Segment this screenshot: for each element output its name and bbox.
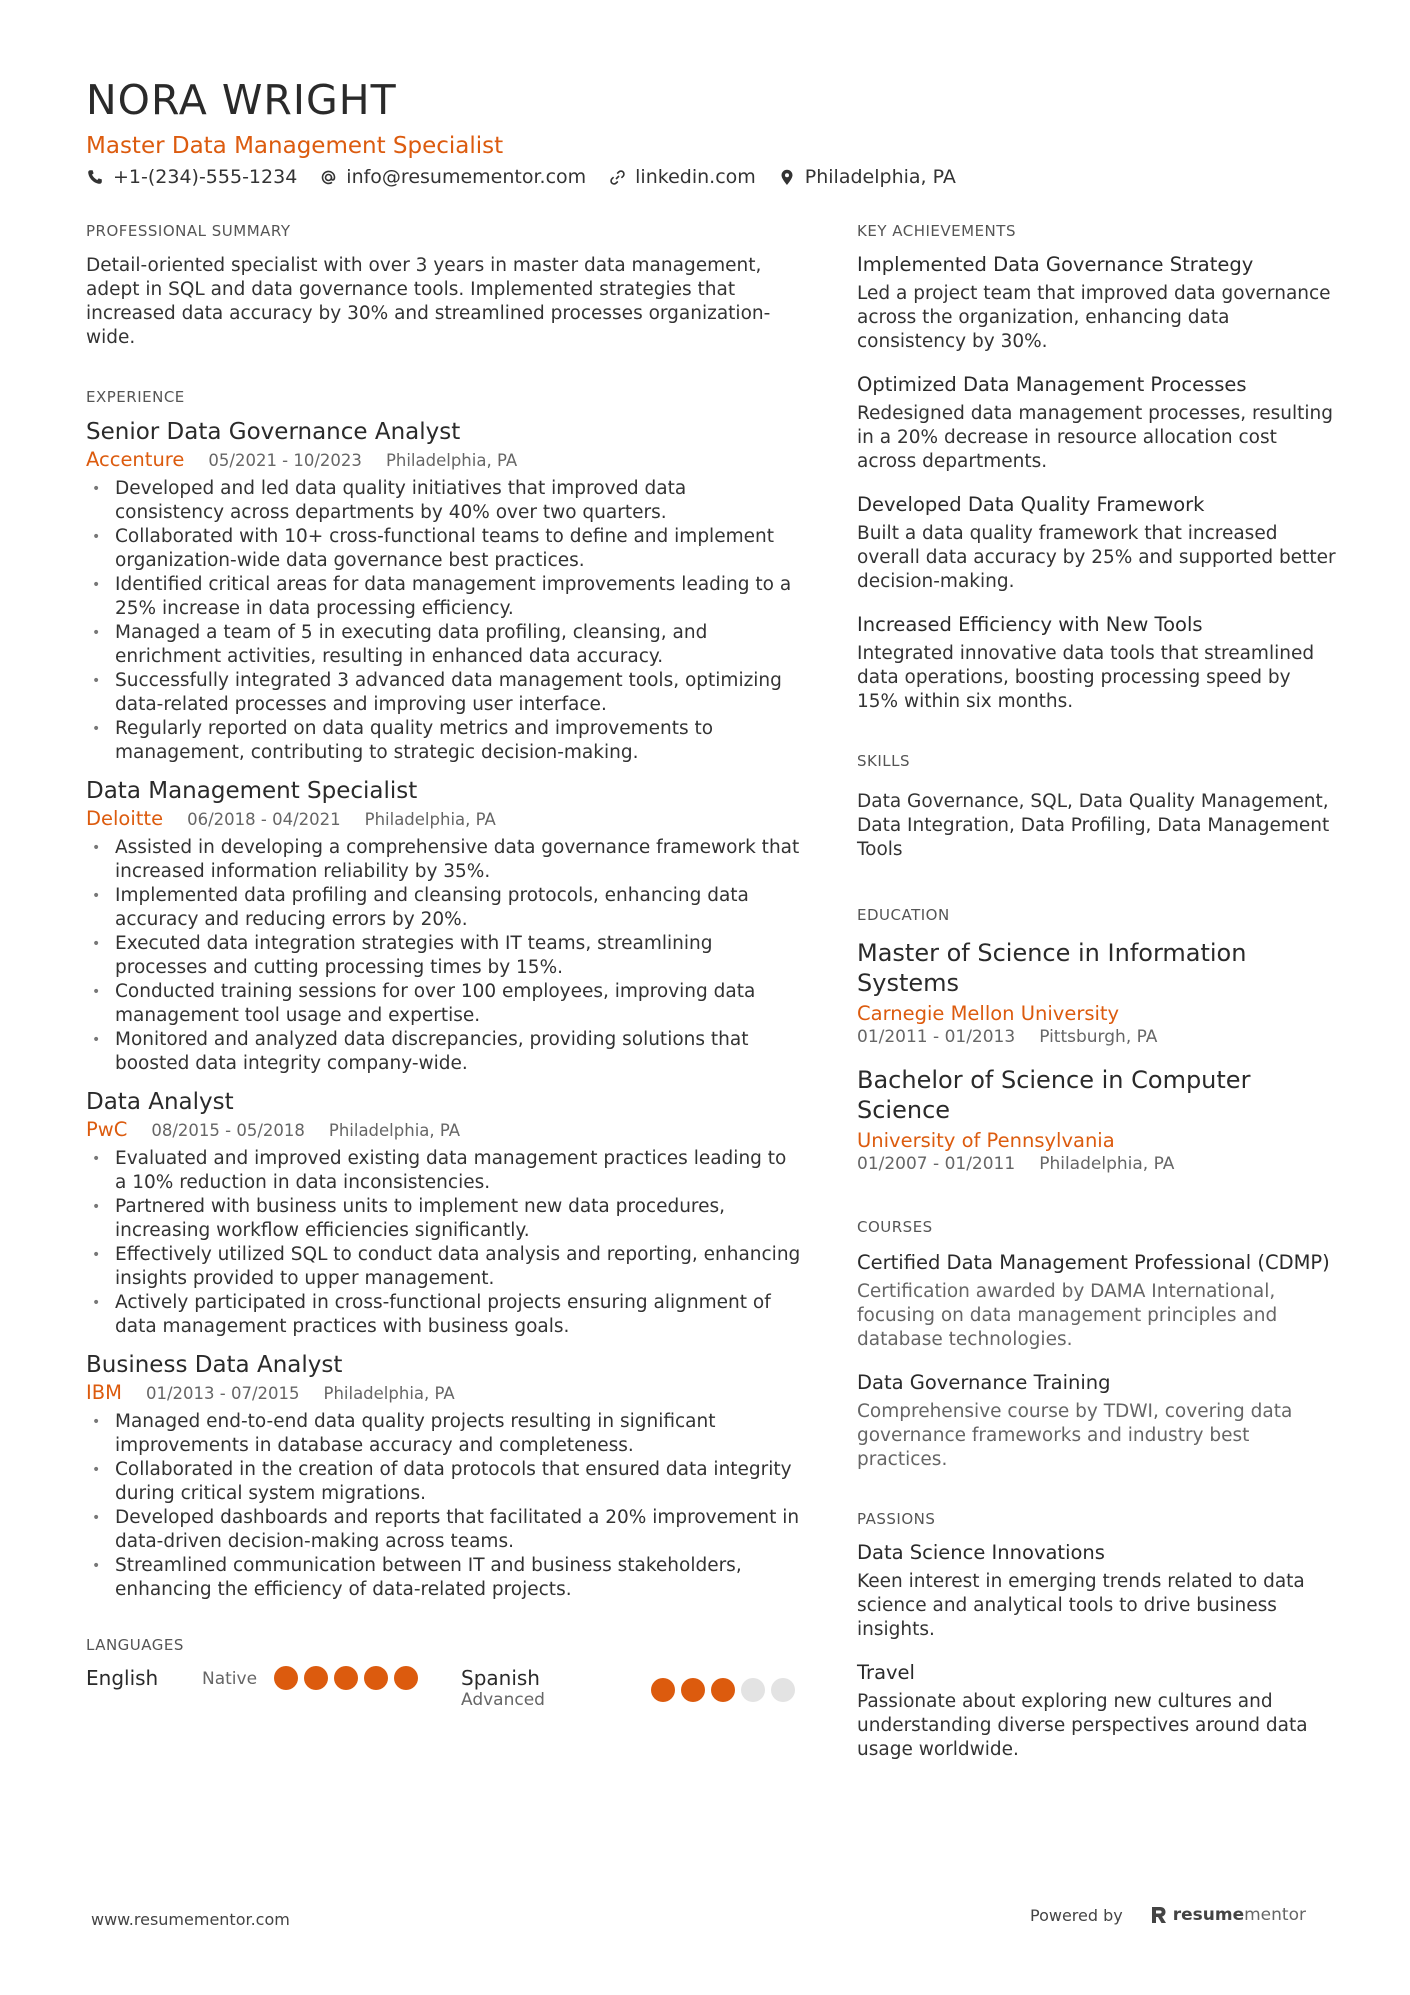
education-dates: 01/2007 - 01/2011	[857, 1154, 1016, 1174]
list-item: • Monitored and analyzed data discrepancies, providing solutions that boosted data integrity company-wide.	[86, 1028, 801, 1076]
achievement-desc: Redesigned data management processes, resulting in a 20% decrease in resource allocation cost across departments.	[857, 403, 1333, 472]
language-english	[86, 1666, 461, 1690]
achievement-item	[857, 612, 1337, 714]
summary-text: Detail-oriented specialist with over 3 years in master data management, adept in SQL and data governance tools. Implemented strategies that increased data accuracy by 30% and streamlined processes organization-wide.	[86, 255, 771, 348]
achievements-section	[857, 222, 1337, 714]
resumementor-brand[interactable]	[1151, 1905, 1306, 1925]
job-dates: 08/2015 - 05/2018	[151, 1121, 305, 1140]
summary-heading: PROFESSIONAL SUMMARY	[86, 222, 291, 240]
language-spanish	[461, 1666, 801, 1710]
language-level: Advanced	[461, 1690, 545, 1710]
passion-title: Travel	[857, 1661, 915, 1684]
education-degree: Master of Science in Information Systems	[857, 939, 1247, 997]
job-title: Data Management Specialist	[86, 778, 418, 804]
contact-phone[interactable]	[86, 166, 297, 188]
job-entry	[86, 777, 801, 1076]
passions-heading: PASSIONS	[857, 1510, 936, 1528]
footer-powered	[1030, 1905, 1306, 1925]
contact-email-text: info@resumementor.com	[346, 166, 587, 188]
achievement-item	[857, 252, 1337, 354]
left-column	[86, 222, 801, 1710]
phone-icon	[86, 168, 104, 186]
job-title: Business Data Analyst	[86, 1352, 343, 1378]
experience-section	[86, 388, 801, 1602]
skills-text: Data Governance, SQL, Data Quality Management, Data Integration, Data Profiling, Data Management Tools	[857, 791, 1330, 860]
course-title: Data Governance Training	[857, 1371, 1111, 1394]
rating-dot-empty	[771, 1678, 795, 1702]
rating-dot-filled	[364, 1666, 388, 1690]
candidate-role: Master Data Management Specialist	[86, 133, 504, 159]
footer-website[interactable]: www.resumementor.com	[91, 1910, 290, 1929]
courses-heading: COURSES	[857, 1218, 933, 1236]
candidate-name: NORA WRIGHT	[86, 76, 397, 124]
achievement-desc: Led a project team that improved data governance across the organization, enhancing data consistency by 30%.	[857, 283, 1331, 352]
list-item: • Regularly reported on data quality metrics and improvements to management, contributing to strategic decision-making.	[86, 717, 801, 765]
job-company: PwC	[86, 1118, 128, 1141]
job-bullets	[86, 477, 801, 765]
job-entry	[86, 418, 801, 765]
language-rating	[651, 1678, 801, 1702]
job-location: Philadelphia, PA	[385, 451, 518, 470]
list-item: • Collaborated with 10+ cross-functional teams to define and implement organization-wide data governance best practices.	[86, 525, 801, 573]
list-item: • Executed data integration strategies with IT teams, streamlining processes and cutting processing times by 15%.	[86, 932, 801, 980]
experience-heading: EXPERIENCE	[86, 388, 185, 406]
rating-dot-filled	[334, 1666, 358, 1690]
achievement-item	[857, 372, 1337, 474]
achievement-desc: Integrated innovative data tools that streamlined data operations, boosting processing speed by 15% within six months.	[857, 643, 1315, 712]
course-desc: Comprehensive course by TDWI, covering data governance frameworks and industry best practices.	[857, 1401, 1293, 1470]
brand-light: mentor	[1244, 1905, 1306, 1925]
education-meta	[857, 1027, 1337, 1047]
list-item: • Identified critical areas for data management improvements leading to a 25% increase in data processing efficiency.	[86, 573, 801, 621]
job-entry	[86, 1351, 801, 1602]
list-item: • Evaluated and improved existing data management practices leading to a 10% reduction in data inconsistencies.	[86, 1147, 801, 1195]
rating-dot-empty	[741, 1678, 765, 1702]
job-location: Philadelphia, PA	[328, 1121, 461, 1140]
education-section	[857, 906, 1337, 1174]
achievement-title: Increased Efficiency with New Tools	[857, 613, 1203, 636]
list-item: • Managed a team of 5 in executing data profiling, cleansing, and enrichment activities, resulting in enhanced data accuracy.	[86, 621, 801, 669]
list-item: • Conducted training sessions for over 100 employees, improving data management tool usage and expertise.	[86, 980, 801, 1028]
rating-dot-filled	[394, 1666, 418, 1690]
passion-item	[857, 1660, 1337, 1762]
passion-desc: Keen interest in emerging trends related to data science and analytical tools to drive business insights.	[857, 1571, 1305, 1640]
achievement-title: Optimized Data Management Processes	[857, 373, 1247, 396]
education-meta	[857, 1154, 1337, 1174]
job-bullets	[86, 836, 801, 1076]
contact-bar	[86, 166, 978, 188]
powered-by-label: Powered by	[1030, 1905, 1123, 1925]
list-item: • Collaborated in the creation of data protocols that ensured data integrity during critical system migrations.	[86, 1458, 801, 1506]
job-dates: 05/2021 - 10/2023	[208, 451, 362, 470]
job-company: Accenture	[86, 448, 185, 471]
passion-desc: Passionate about exploring new cultures and understanding diverse perspectives around data usage worldwide.	[857, 1691, 1308, 1760]
list-item: • Effectively utilized SQL to conduct data analysis and reporting, enhancing insights provided to upper management.	[86, 1243, 801, 1291]
job-entry	[86, 1088, 801, 1339]
list-item: • Developed and led data quality initiatives that improved data consistency across departments by 40% over two quarters.	[86, 477, 801, 525]
job-title: Data Analyst	[86, 1089, 234, 1115]
skills-section	[857, 752, 1337, 862]
skills-heading: SKILLS	[857, 752, 911, 770]
right-column	[857, 222, 1337, 1762]
job-meta	[86, 1118, 801, 1141]
language-rating	[274, 1666, 424, 1690]
languages-list	[86, 1666, 801, 1710]
location-pin-icon	[778, 168, 796, 186]
job-location: Philadelphia, PA	[323, 1384, 455, 1403]
rating-dot-filled	[711, 1678, 735, 1702]
course-title: Certified Data Management Professional (CDMP)	[857, 1251, 1330, 1274]
rating-dot-filled	[651, 1678, 675, 1702]
language-level: Native	[202, 1669, 258, 1689]
list-item: • Streamlined communication between IT and business stakeholders, enhancing the efficiency of data-related projects.	[86, 1554, 801, 1602]
job-meta	[86, 1381, 801, 1404]
job-company: Deloitte	[86, 807, 164, 830]
list-item: • Assisted in developing a comprehensive data governance framework that increased information reliability by 35%.	[86, 836, 801, 884]
achievement-desc: Built a data quality framework that increased overall data accuracy by 25% and supported better decision-making.	[857, 523, 1336, 592]
link-icon	[608, 168, 626, 186]
resumementor-logo-icon	[1151, 1906, 1167, 1924]
course-desc: Certification awarded by DAMA International, focusing on data management principles and database technologies.	[857, 1281, 1278, 1350]
job-meta	[86, 807, 801, 830]
job-bullets	[86, 1147, 801, 1339]
achievements-heading: KEY ACHIEVEMENTS	[857, 222, 1016, 240]
education-item	[857, 1065, 1337, 1174]
job-location: Philadelphia, PA	[364, 810, 496, 829]
passion-item	[857, 1540, 1337, 1642]
education-location: Pittsburgh, PA	[1039, 1027, 1158, 1047]
passion-title: Data Science Innovations	[857, 1541, 1105, 1564]
list-item: • Actively participated in cross-functional projects ensuring alignment of data management practices with business goals.	[86, 1291, 801, 1339]
rating-dot-filled	[304, 1666, 328, 1690]
education-degree: Bachelor of Science in Computer Science	[857, 1066, 1251, 1124]
language-name: Spanish	[461, 1666, 540, 1690]
list-item: • Implemented data profiling and cleansing protocols, enhancing data accuracy and reducing errors by 20%.	[86, 884, 801, 932]
contact-linkedin-text: linkedin.com	[635, 166, 756, 188]
education-item	[857, 938, 1337, 1047]
passions-section	[857, 1510, 1337, 1762]
contact-location-text: Philadelphia, PA	[804, 166, 956, 188]
job-bullets	[86, 1410, 801, 1602]
list-item: • Successfully integrated 3 advanced data management tools, optimizing data-related processes and improving user interface.	[86, 669, 801, 717]
education-school: Carnegie Mellon University	[857, 1002, 1120, 1025]
rating-dot-filled	[274, 1666, 298, 1690]
contact-phone-text: +1-(234)-555-1234	[113, 166, 298, 188]
list-item: • Developed dashboards and reports that facilitated a 20% improvement in data-driven decision-making across teams.	[86, 1506, 801, 1554]
courses-section	[857, 1218, 1337, 1472]
at-icon	[319, 168, 337, 186]
contact-location	[778, 166, 956, 188]
job-dates: 06/2018 - 04/2021	[187, 810, 341, 829]
list-item: • Managed end-to-end data quality projects resulting in significant improvements in database accuracy and completeness.	[86, 1410, 801, 1458]
course-item	[857, 1370, 1337, 1472]
education-heading: EDUCATION	[857, 906, 950, 924]
language-name: English	[86, 1666, 159, 1690]
job-dates: 01/2013 - 07/2015	[145, 1384, 300, 1403]
job-company: IBM	[86, 1381, 122, 1404]
languages-section	[86, 1636, 801, 1710]
language-label-group	[461, 1666, 651, 1710]
languages-heading: LANGUAGES	[86, 1636, 184, 1654]
summary-section	[86, 222, 801, 350]
list-item: • Partnered with business units to implement new data procedures, increasing workflow efficiencies significantly.	[86, 1195, 801, 1243]
brand-bold: resume	[1172, 1905, 1245, 1925]
job-title: Senior Data Governance Analyst	[86, 419, 461, 445]
achievement-item	[857, 492, 1337, 594]
education-dates: 01/2011 - 01/2013	[857, 1027, 1016, 1047]
contact-email[interactable]	[319, 166, 586, 188]
education-school: University of Pennsylvania	[857, 1129, 1115, 1152]
achievement-title: Implemented Data Governance Strategy	[857, 253, 1254, 276]
rating-dot-filled	[681, 1678, 705, 1702]
job-meta	[86, 448, 801, 471]
course-item	[857, 1250, 1337, 1352]
education-location: Philadelphia, PA	[1039, 1154, 1175, 1174]
contact-linkedin[interactable]	[608, 166, 756, 188]
achievement-title: Developed Data Quality Framework	[857, 493, 1205, 516]
